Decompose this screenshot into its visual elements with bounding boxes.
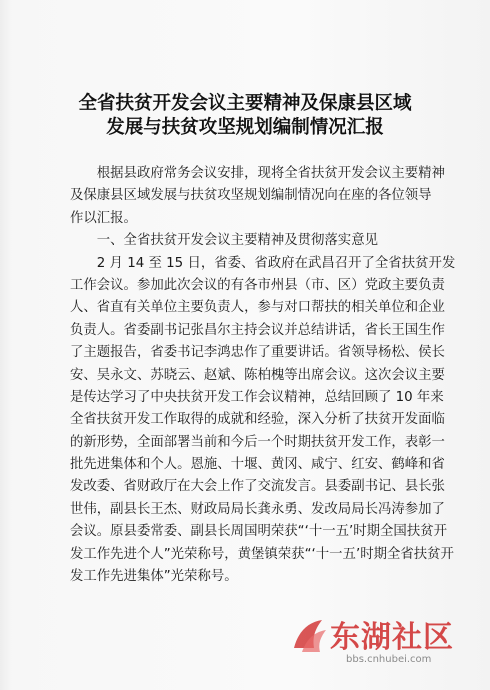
document-title xyxy=(40,92,450,140)
body-line: 世伟，副县长王杰、财政局局长龚永勇、发改局局长冯涛参加了 xyxy=(70,501,445,517)
body-line: 会议。原县委常委、副县长周国明荣获“‘十一五’时期全国扶贫开 xyxy=(70,524,447,540)
body-line: 及保康县区域发展与扶贫攻坚规划编制情况向在座的各位领导 xyxy=(70,188,432,204)
section-heading: 一、全省扶贫开发会议主要精神及贯彻落实意见 xyxy=(70,233,378,249)
body-line: 2 月 14 至 15 日，省委、省政府在武昌召开了全省扶贫开发 xyxy=(70,255,456,271)
watermark xyxy=(288,610,468,674)
body-line: 人、省直有关单位主要负责人，参与对口帮扶的相关单位和企业 xyxy=(70,300,445,316)
body-line: 根据县政府常务会议安排，现将全省扶贫开发会议主要精神 xyxy=(70,166,445,181)
body-line: 工作会议。参加此次会议的有各市州县（市、区）党政主要负责 xyxy=(70,277,445,293)
document-body xyxy=(70,163,456,588)
body-line: 作以汇报。 xyxy=(70,210,137,226)
body-line: 发工作先进个人”光荣称号，黄堡镇荣获“‘十一五’时期全省扶贫开 xyxy=(70,546,454,562)
donghu-logo-icon xyxy=(288,614,332,658)
body-line: 全省扶贫开发工作取得的成就和经验，深入分析了扶贫开发面临 xyxy=(70,412,445,428)
body-line: 发工作先进集体”光荣称号。 xyxy=(70,569,238,585)
body-line: 安、吴永文、苏晓云、赵斌、陈柏槐等出席会议。这次会议主要 xyxy=(70,367,445,383)
watermark-text: 东湖社区 xyxy=(330,620,454,655)
body-line: 批先进集体和个人。恩施、十堰、黄冈、咸宁、红安、鹤峰和省 xyxy=(70,457,445,473)
body-line: 负责人。省委副书记张昌尔主持会议并总结讲话，省长王国生作 xyxy=(70,322,445,338)
body-line: 的新形势，全面部署当前和今后一个时期扶贫开发工作，表彰一 xyxy=(70,434,445,450)
title-line-2: 发展与扶贫攻坚规划编制情况汇报 xyxy=(106,117,384,138)
title-line-1: 全省扶贫开发会议主要精神及保康县区域 xyxy=(78,93,412,114)
watermark-url: bbs.cnhubei.com xyxy=(346,654,432,665)
body-line: 了主题报告，省委书记李鸿忠作了重要讲话。省领导杨松、侯长 xyxy=(70,345,445,361)
body-line: 是传达学习了中央扶贫开发工作会议精神，总结回顾了 10 年来 xyxy=(70,389,444,405)
body-line: 发改委、省财政厅在大会上作了交流发言。县委副书记、县长张 xyxy=(70,479,445,495)
